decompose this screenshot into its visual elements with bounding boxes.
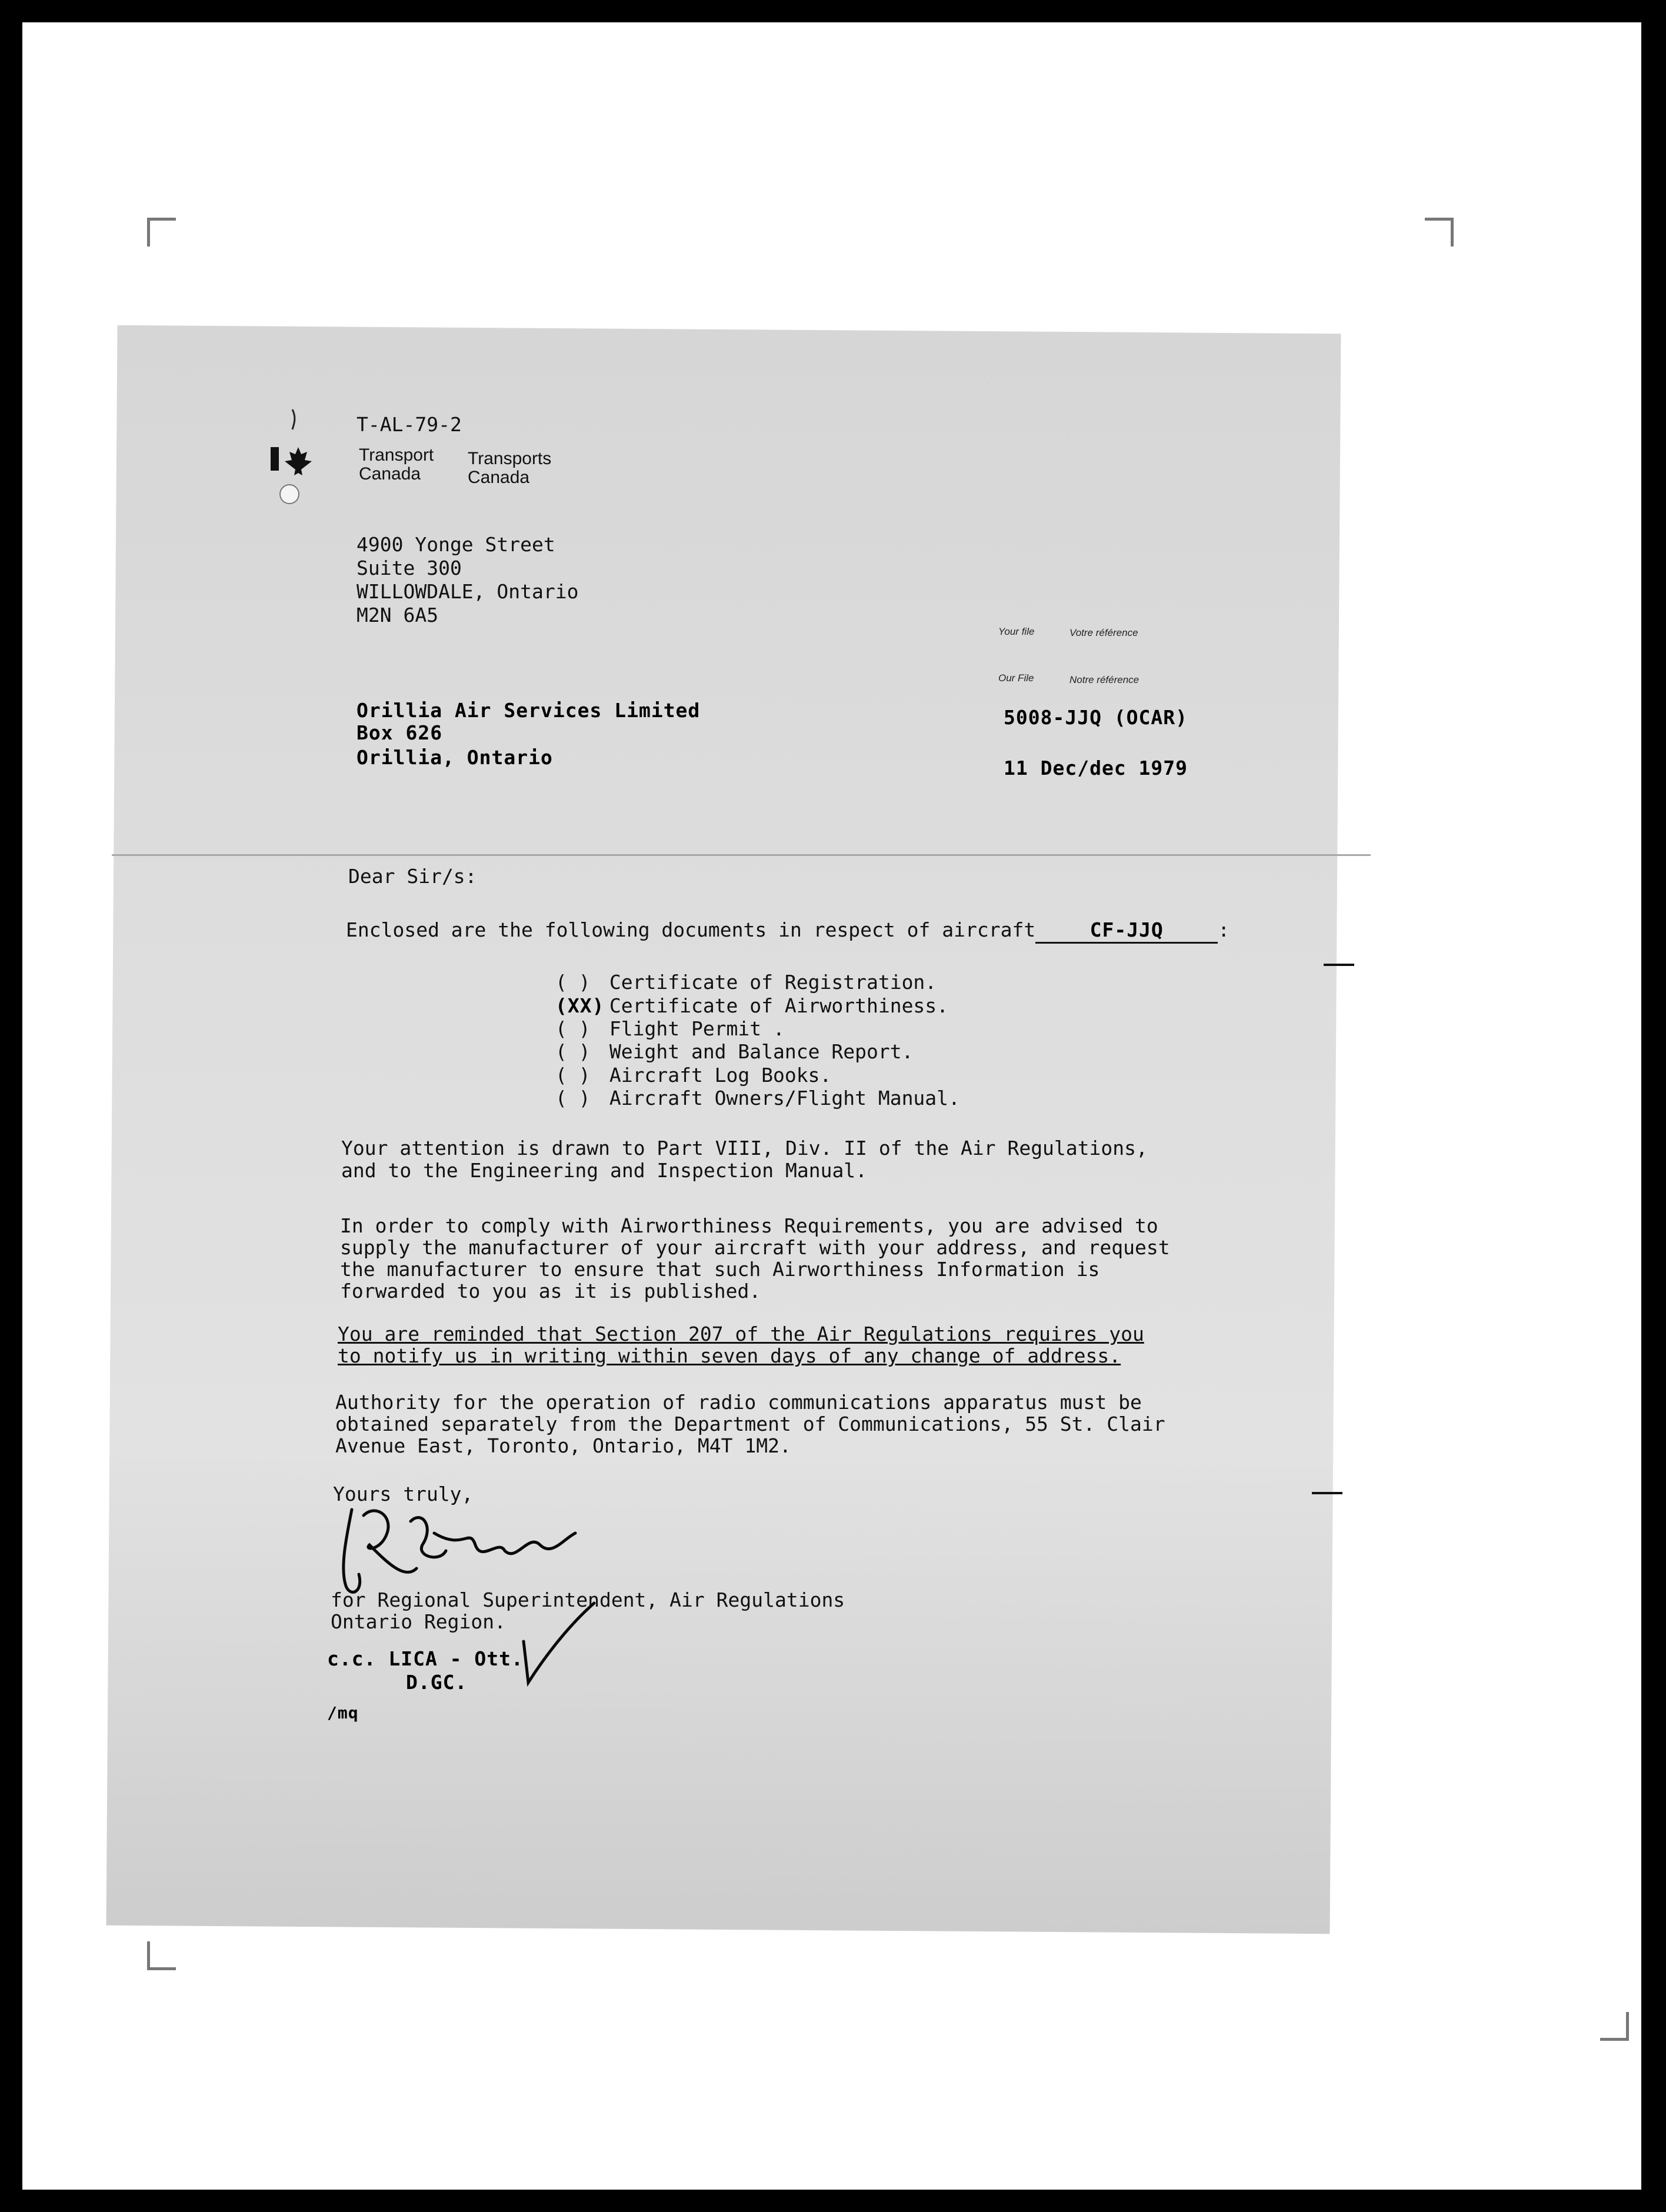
paragraph-line: Your attention is drawn to Part VIII, Div. II of the Air Regulations, — [341, 1137, 1148, 1160]
checklist-item — [555, 971, 937, 994]
aircraft-registration: CF-JJQ — [1089, 918, 1164, 941]
paragraph-line: the manufacturer to ensure that such Airworthiness Information is — [340, 1258, 1100, 1281]
letter-date: 11 Dec/dec 1979 — [1004, 757, 1188, 779]
recipient-line: Orillia Air Services Limited — [356, 699, 701, 722]
crop-mark-top-right — [1425, 218, 1454, 246]
notice-line: You are reminded that Section 207 of the Air Regulations requires you — [338, 1322, 1144, 1345]
fold-line — [112, 854, 1371, 856]
check-mark-icon — [518, 1600, 600, 1688]
checklist-label: Aircraft Owners/Flight Manual. — [609, 1087, 960, 1110]
address-line: 4900 Yonge Street — [356, 533, 555, 556]
crop-mark-bottom-left — [147, 1941, 176, 1970]
your-file-label-fr: Votre référence — [1069, 627, 1138, 638]
salutation: Dear Sir/s: — [348, 865, 477, 888]
checkbox-checked: (XX) — [555, 994, 605, 1017]
notice-line: to notify us in writing within seven days of any change of address. — [338, 1344, 1121, 1367]
checkbox: ( ) — [555, 1087, 591, 1110]
paragraph-line: and to the Engineering and Inspection Manual. — [341, 1159, 868, 1182]
signatory-line: Ontario Region. — [331, 1610, 507, 1633]
department-name-fr: Transports Canada — [468, 449, 552, 487]
closing: Yours truly, — [333, 1483, 474, 1505]
form-number: T-AL-79-2 — [356, 413, 462, 436]
enclosed-intro-text: Enclosed are the following documents in respect of aircraft — [346, 918, 1036, 941]
checklist-label: Flight Permit . — [609, 1017, 785, 1040]
checklist-item — [555, 1087, 960, 1110]
typist-initials: /mq — [327, 1703, 359, 1723]
margin-tick — [1312, 1492, 1342, 1494]
checklist-item — [555, 994, 948, 1018]
checklist-label: Weight and Balance Report. — [609, 1040, 914, 1063]
checklist-label: Certificate of Airworthiness. — [609, 994, 949, 1017]
recipient-line: Orillia, Ontario — [356, 746, 553, 769]
your-file-label: Your file — [998, 626, 1035, 637]
paragraph-line: obtained separately from the Department of Communications, 55 St. Clair — [335, 1413, 1165, 1435]
address-line: Suite 300 — [356, 557, 462, 579]
checklist-label: Aircraft Log Books. — [609, 1064, 832, 1087]
checklist-item — [555, 1017, 785, 1041]
checkbox: ( ) — [555, 971, 591, 994]
cc-line: D.GC. — [406, 1671, 468, 1694]
paragraph-line: Authority for the operation of radio communications apparatus must be — [335, 1391, 1142, 1414]
crop-mark-top-left — [147, 218, 176, 246]
checklist-item — [555, 1064, 831, 1087]
enclosed-intro: Enclosed are the following documents in respect of aircraft CF-JJQ : — [346, 918, 1229, 944]
address-line: M2N 6A5 — [356, 604, 439, 627]
paragraph-line: forwarded to you as it is published. — [340, 1280, 761, 1302]
checkbox: ( ) — [555, 1040, 591, 1063]
checkbox: ( ) — [555, 1064, 591, 1087]
maple-leaf-icon — [266, 406, 319, 524]
signature — [322, 1498, 581, 1604]
checkbox: ( ) — [555, 1017, 591, 1040]
checklist-label: Certificate of Registration. — [609, 971, 937, 994]
letter-sheet — [106, 325, 1341, 1934]
crop-mark-bottom-right — [1600, 2012, 1629, 2041]
checklist-item — [555, 1040, 913, 1064]
signatory-line: for Regional Superintendent, Air Regulations — [331, 1588, 845, 1611]
paragraph-line: supply the manufacturer of your aircraft with your address, and request — [340, 1236, 1170, 1259]
paragraph-line: Avenue East, Toronto, Ontario, M4T 1M2. — [335, 1434, 791, 1457]
our-file-label: Our File — [998, 672, 1034, 684]
department-name-en: Transport Canada — [359, 445, 434, 484]
address-line: WILLOWDALE, Ontario — [356, 580, 579, 603]
our-file-label-fr: Notre référence — [1069, 674, 1139, 685]
paragraph-line: In order to comply with Airworthiness Requirements, you are advised to — [340, 1214, 1158, 1237]
our-file-number: 5008-JJQ (OCAR) — [1004, 706, 1188, 729]
recipient-line: Box 626 — [356, 721, 443, 744]
cc-line: c.c. LICA - Ott. — [327, 1647, 524, 1670]
margin-tick — [1324, 964, 1354, 966]
